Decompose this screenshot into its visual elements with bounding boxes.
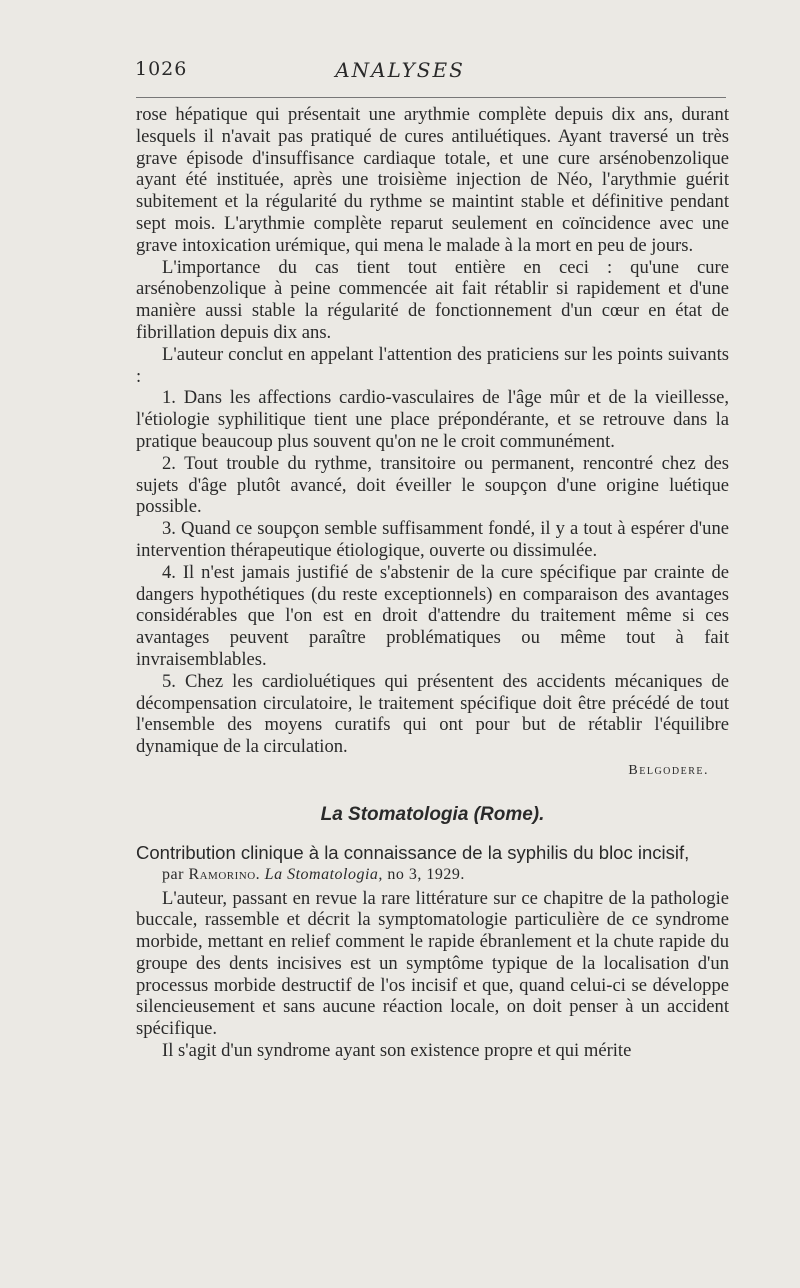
ref-par: par <box>162 865 184 883</box>
author-signature: Belgodere. <box>628 762 709 778</box>
paragraph: Il s'agit d'un syndrome ayant son existence propre et qui mérite <box>162 1040 632 1062</box>
section-heading: La Stomatologia (Rome). <box>320 803 545 825</box>
list-item: 3. Quand ce soupçon semble suffisamment fondé, il y a tout à espérer d'une intervention thérapeutique étiologique, ouverte ou dissimulée. <box>136 518 729 561</box>
list-item: 4. Il n'est jamais justifié de s'abstenir de la cure spécifique par crainte de dangers hypothétiques (du reste exceptionnels) en comparaison des avantages considérables que l'on est en droit d'attendre du traitement même si ces avantages peuvent paraître problématiques ou même tout à fait invraisemblables. <box>136 561 729 670</box>
page-number: 1026 <box>135 58 188 80</box>
paragraph: L'auteur, passant en revue la rare littérature sur ce chapitre de la pathologie buccale, rassemble et décrit la symptomatologie particulière de ce syndrome morbide, mettant en relief comment le rapide ébranlement et la chute rapide du groupe des dents incisives est un symptôme typique de la localisation d'un processus morbide destructif de l'os incisif et que, quand celui-ci se développe silencieusement et sans aucune réaction locale, on doit penser à un accident spécifique. <box>136 887 729 1040</box>
page-body <box>136 104 729 1062</box>
paragraph: L'importance du cas tient tout entière en ceci : qu'une cure arsénobenzolique à peine commencée ait fait rétablir si rapidement et d'une manière aussi stable la régularité de fonctionnement d'un cœur en état de fibrillation depuis dix ans. <box>136 256 729 343</box>
running-head: ANALYSES <box>335 58 465 82</box>
list-item: 2. Tout trouble du rythme, transitoire ou permanent, rencontré chez des sujets d'âge plutôt avancé, doit éveiller le soupçon d'une origine luétique possible. <box>136 452 729 518</box>
paragraph: L'auteur conclut en appelant l'attention des praticiens sur les points suivants : <box>136 343 729 387</box>
header-rule <box>136 97 726 98</box>
page-header <box>0 58 800 88</box>
paragraph: rose hépatique qui présentait une arythmie complète depuis dix ans, durant lesquels il n'avait pas pratiqué de cures antiluétiques. Ayant traversé un très grave épisode d'insuffisance cardiaque totale, et une cure arsénobenzolique ayant été instituée, après une troisième injection de Néo, l'arythmie guérit subitement et la régularité du rythme se maintint stable et définitive pendant sept mois. L'arythmie complète reparut seulement en coïncidence avec une grave intoxication urémique, qui mena le malade à la mort en peu de jours. <box>136 104 729 256</box>
article-title: Contribution clinique à la connaissance de la syphilis du bloc incisif, <box>136 841 690 863</box>
list-item: 1. Dans les affections cardio-vasculaires de l'âge mûr et de la vieillesse, l'étiologie syphilitique tient une place prépondérante, et se retrouve dans la pratique beaucoup plus souvent qu'on ne le croit communément. <box>136 387 729 452</box>
list-item: 5. Chez les cardioluétiques qui présentent des accidents mécaniques de décompensation circulatoire, le traitement spécifique doit être précédé de tout l'ensemble des moyens curatifs qui ont pour but de rétablir l'équilibre dynamique de la circulation. <box>136 670 729 758</box>
ref-author: Ramorino. <box>188 865 261 883</box>
ref-issue: no 3, 1929. <box>387 865 465 883</box>
ref-journal: La Stomatologia, <box>264 865 383 883</box>
article-reference <box>162 864 729 886</box>
